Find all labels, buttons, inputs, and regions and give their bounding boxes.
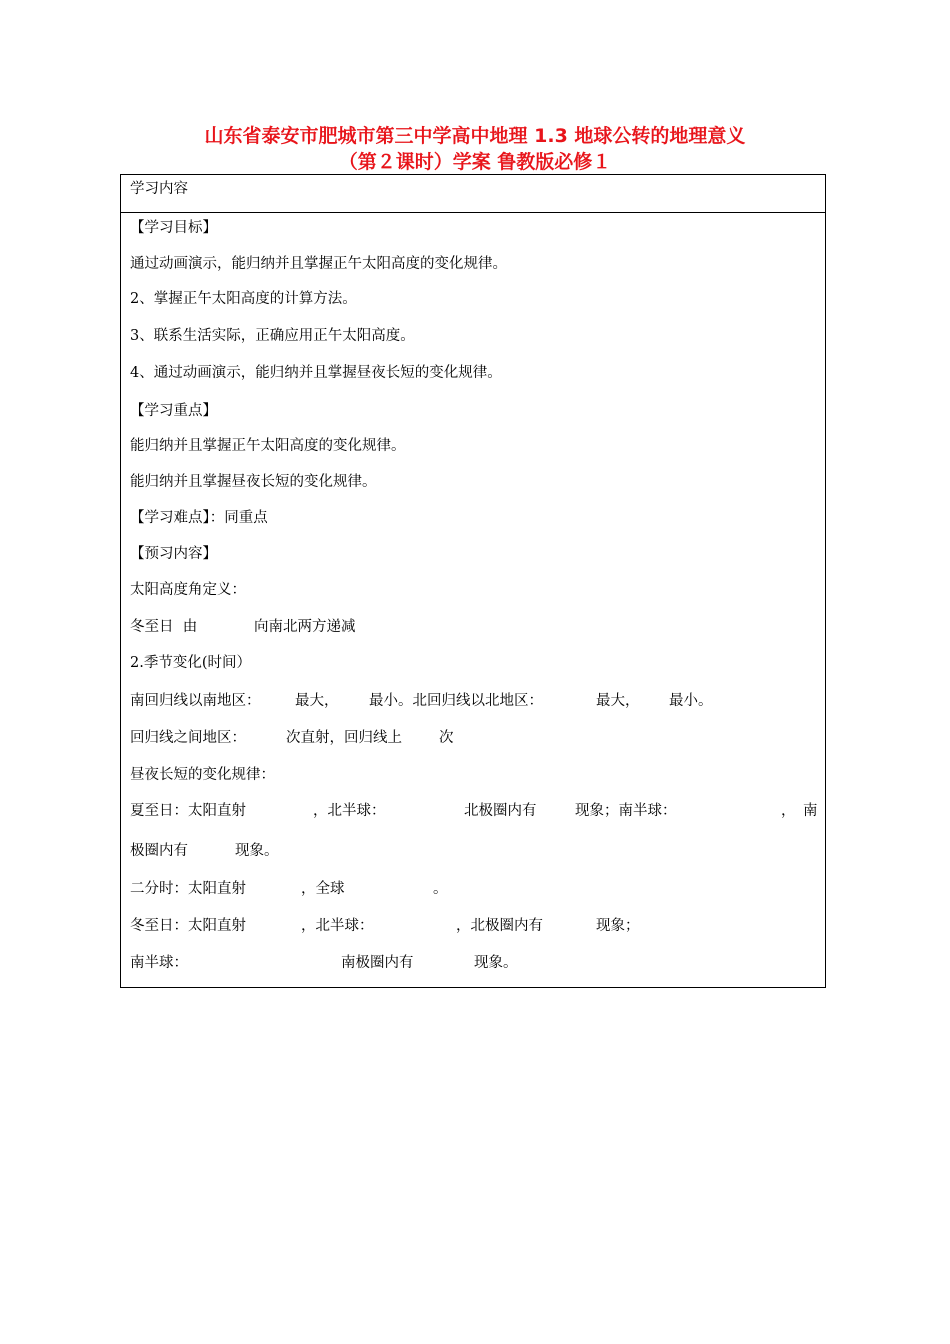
winter-arctic-phenomenon: 现象； xyxy=(596,918,640,934)
winter-southern-hemisphere: 南半球： xyxy=(130,955,188,971)
summer-antarctic-circle: 极圈内有 xyxy=(130,843,188,859)
table-header-label: 学习内容 xyxy=(130,181,188,197)
summer-antarctic-phenomenon: 现象。 xyxy=(235,843,279,859)
between-tropics-direct: 次直射，回归线上 xyxy=(286,730,402,746)
summer-southern-hemisphere: 现象；南半球： xyxy=(575,803,677,819)
objective-item: 3、联系生活实际，正确应用正午太阳高度。 xyxy=(130,328,415,344)
solar-altitude-definition: 太阳高度角定义： xyxy=(130,582,246,598)
document-title-line-2: （第２课时）学案 鲁教版必修１ xyxy=(338,151,612,173)
summer-solstice-line xyxy=(130,801,820,821)
table-divider xyxy=(121,212,825,213)
summer-south-char: 南 xyxy=(803,803,818,819)
equinox-global: ，全球 xyxy=(301,881,345,897)
summer-solstice-direct: 夏至日：太阳直射 xyxy=(130,803,246,819)
equinox-line xyxy=(130,879,820,899)
winter-northern-hemisphere: ，北半球： xyxy=(301,918,374,934)
winter-antarctic-circle: 南极圈内有 xyxy=(341,955,414,971)
key-points-heading: 【学习重点】 xyxy=(130,403,217,419)
objectives-heading: 【学习目标】 xyxy=(130,220,217,236)
tropic-line-times: 次 xyxy=(439,730,454,746)
south-tropic-min: 最小。北回归线以北地区： xyxy=(369,693,543,709)
equinox-direct: 二分时：太阳直射 xyxy=(130,881,246,897)
south-tropic-line xyxy=(130,691,820,711)
winter-antarctic-phenomenon: 现象。 xyxy=(474,955,518,971)
day-night-heading: 昼夜长短的变化规律： xyxy=(130,767,275,783)
key-point-item: 能归纳并且掌握正午太阳高度的变化规律。 xyxy=(130,438,406,454)
equinox-period: 。 xyxy=(433,881,448,897)
objective-item: 通过动画演示，能归纳并且掌握正午太阳高度的变化规律。 xyxy=(130,256,507,272)
summer-antarctic-line xyxy=(130,841,820,861)
winter-solstice-from: 冬至日 由 xyxy=(130,619,198,635)
north-tropic-max: 最大， xyxy=(596,693,640,709)
south-tropic-label: 南回归线以南地区： xyxy=(130,693,261,709)
key-point-item: 能归纳并且掌握昼夜长短的变化规律。 xyxy=(130,474,377,490)
north-tropic-min: 最小。 xyxy=(669,693,713,709)
winter-solstice-line xyxy=(130,617,810,637)
seasonal-change-heading: 2.季节变化(时间） xyxy=(130,655,251,671)
summer-northern-hemisphere: ，北半球： xyxy=(313,803,386,819)
summer-comma: ， xyxy=(781,803,796,819)
document-title-line-1: 山东省泰安市肥城市第三中学高中地理 1.3 地球公转的地理意义 xyxy=(204,125,746,147)
objective-item: 2、掌握正午太阳高度的计算方法。 xyxy=(130,291,357,307)
winter-solstice-direct: 冬至日：太阳直射 xyxy=(130,918,246,934)
objective-item: 4、通过动画演示，能归纳并且掌握昼夜长短的变化规律。 xyxy=(130,365,502,381)
winter-arctic-circle: ，北极圈内有 xyxy=(456,918,543,934)
winter-solstice-decrease: 向南北两方递减 xyxy=(254,619,356,635)
winter-southern-line xyxy=(130,953,820,973)
between-tropics-line xyxy=(130,728,820,748)
preview-heading: 【预习内容】 xyxy=(130,546,217,562)
study-plan-table xyxy=(120,174,826,988)
summer-arctic-circle: 北极圈内有 xyxy=(464,803,537,819)
winter-solstice-daynight-line xyxy=(130,916,820,936)
difficulty-line: 【学习难点】：同重点 xyxy=(130,510,268,526)
between-tropics-label: 回归线之间地区： xyxy=(130,730,246,746)
south-tropic-max: 最大， xyxy=(295,693,339,709)
